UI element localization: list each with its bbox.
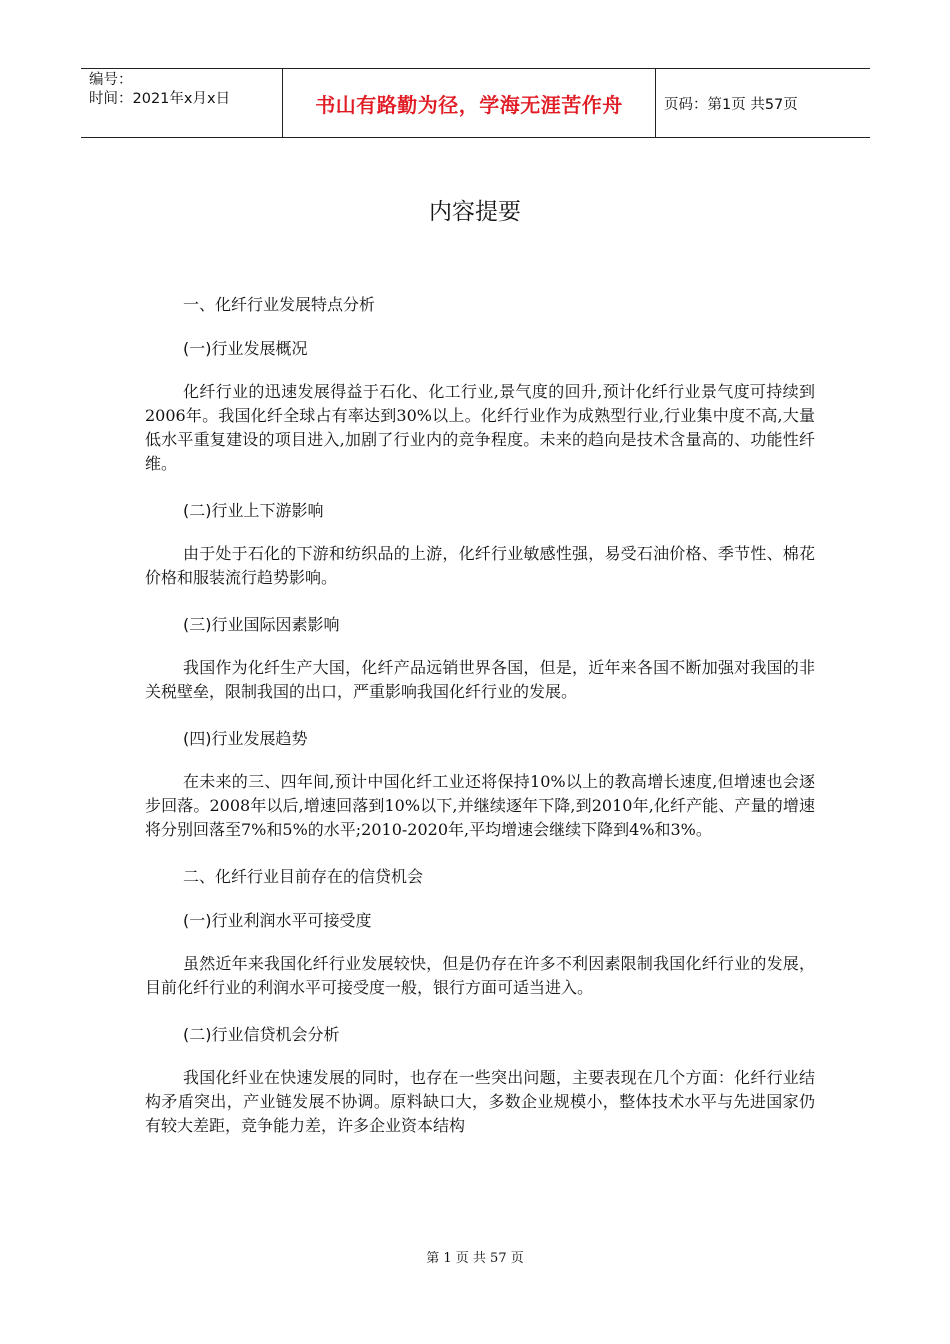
subsection-heading: (二)行业上下游影响 <box>183 501 324 520</box>
paragraph: 化纤行业的迅速发展得益于石化、化工行业,景气度的回升,预计化纤行业景气度可持续到2006年。我国化纤全球占有率达到30%以上。化纤行业作为成熟型行业,行业集中度不高,大量低水平重复建设的项目进入,加剧了行业内的竞争程度。未来的趋向是技术含量高的、功能性纤维。 <box>145 382 815 473</box>
subsection-heading: (二)行业信贷机会分析 <box>183 1025 340 1044</box>
paragraph: 由于处于石化的下游和纺织品的上游，化纤行业敏感性强，易受石油价格、季节性、棉花价格和服装流行趋势影响。 <box>145 544 815 587</box>
subsection-heading: (三)行业国际因素影响 <box>183 615 340 634</box>
page-header <box>81 68 870 138</box>
page-title: 内容提要 <box>429 199 521 225</box>
page-footer: 第 1 页 共 57 页 <box>426 1251 524 1266</box>
paragraph: 我国化纤业在快速发展的同时，也存在一些突出问题，主要表现在几个方面：化纤行业结构矛盾突出，产业链发展不协调。原料缺口大，多数企业规模小，整体技术水平与先进国家仍有较大差距，竞争能力差，许多企业资本结构 <box>145 1068 815 1135</box>
header-page-info: 页码：第1页 共57页 <box>664 96 798 113</box>
subsection-heading: (一)行业利润水平可接受度 <box>183 911 372 930</box>
paragraph: 在未来的三、四年间,预计中国化纤工业还将保持10%以上的教高增长速度,但增速也会逐步回落。2008年以后,增速回落到10%以下,并继续逐年下降,到2010年,化纤产能、产量的增速将分别回落至7%和5%的水平;2010-2020年,平均增速会继续下降到4%和3%。 <box>145 772 815 839</box>
paragraph: 我国作为化纤生产大国，化纤产品远销世界各国，但是，近年来各国不断加强对我国的非关税壁垒，限制我国的出口，严重影响我国化纤行业的发展。 <box>145 658 815 701</box>
header-motto: 书山有路勤为径，学海无涯苦作舟 <box>283 69 656 137</box>
section-heading: 一、化纤行业发展特点分析 <box>183 295 376 314</box>
header-meta <box>81 69 283 137</box>
paragraph: 虽然近年来我国化纤行业发展较快，但是仍存在许多不利因素限制我国化纤行业的发展，目前化纤行业的利润水平可接受度一般，银行方面可适当进入。 <box>145 954 815 997</box>
section-heading: 二、化纤行业目前存在的信贷机会 <box>183 867 424 886</box>
document-body <box>145 292 815 1138</box>
document-date: 时间：2021年x月x日 <box>89 91 231 107</box>
subsection-heading: (一)行业发展概况 <box>183 339 308 358</box>
subsection-heading: (四)行业发展趋势 <box>183 729 308 748</box>
document-number: 编号： <box>89 72 133 88</box>
